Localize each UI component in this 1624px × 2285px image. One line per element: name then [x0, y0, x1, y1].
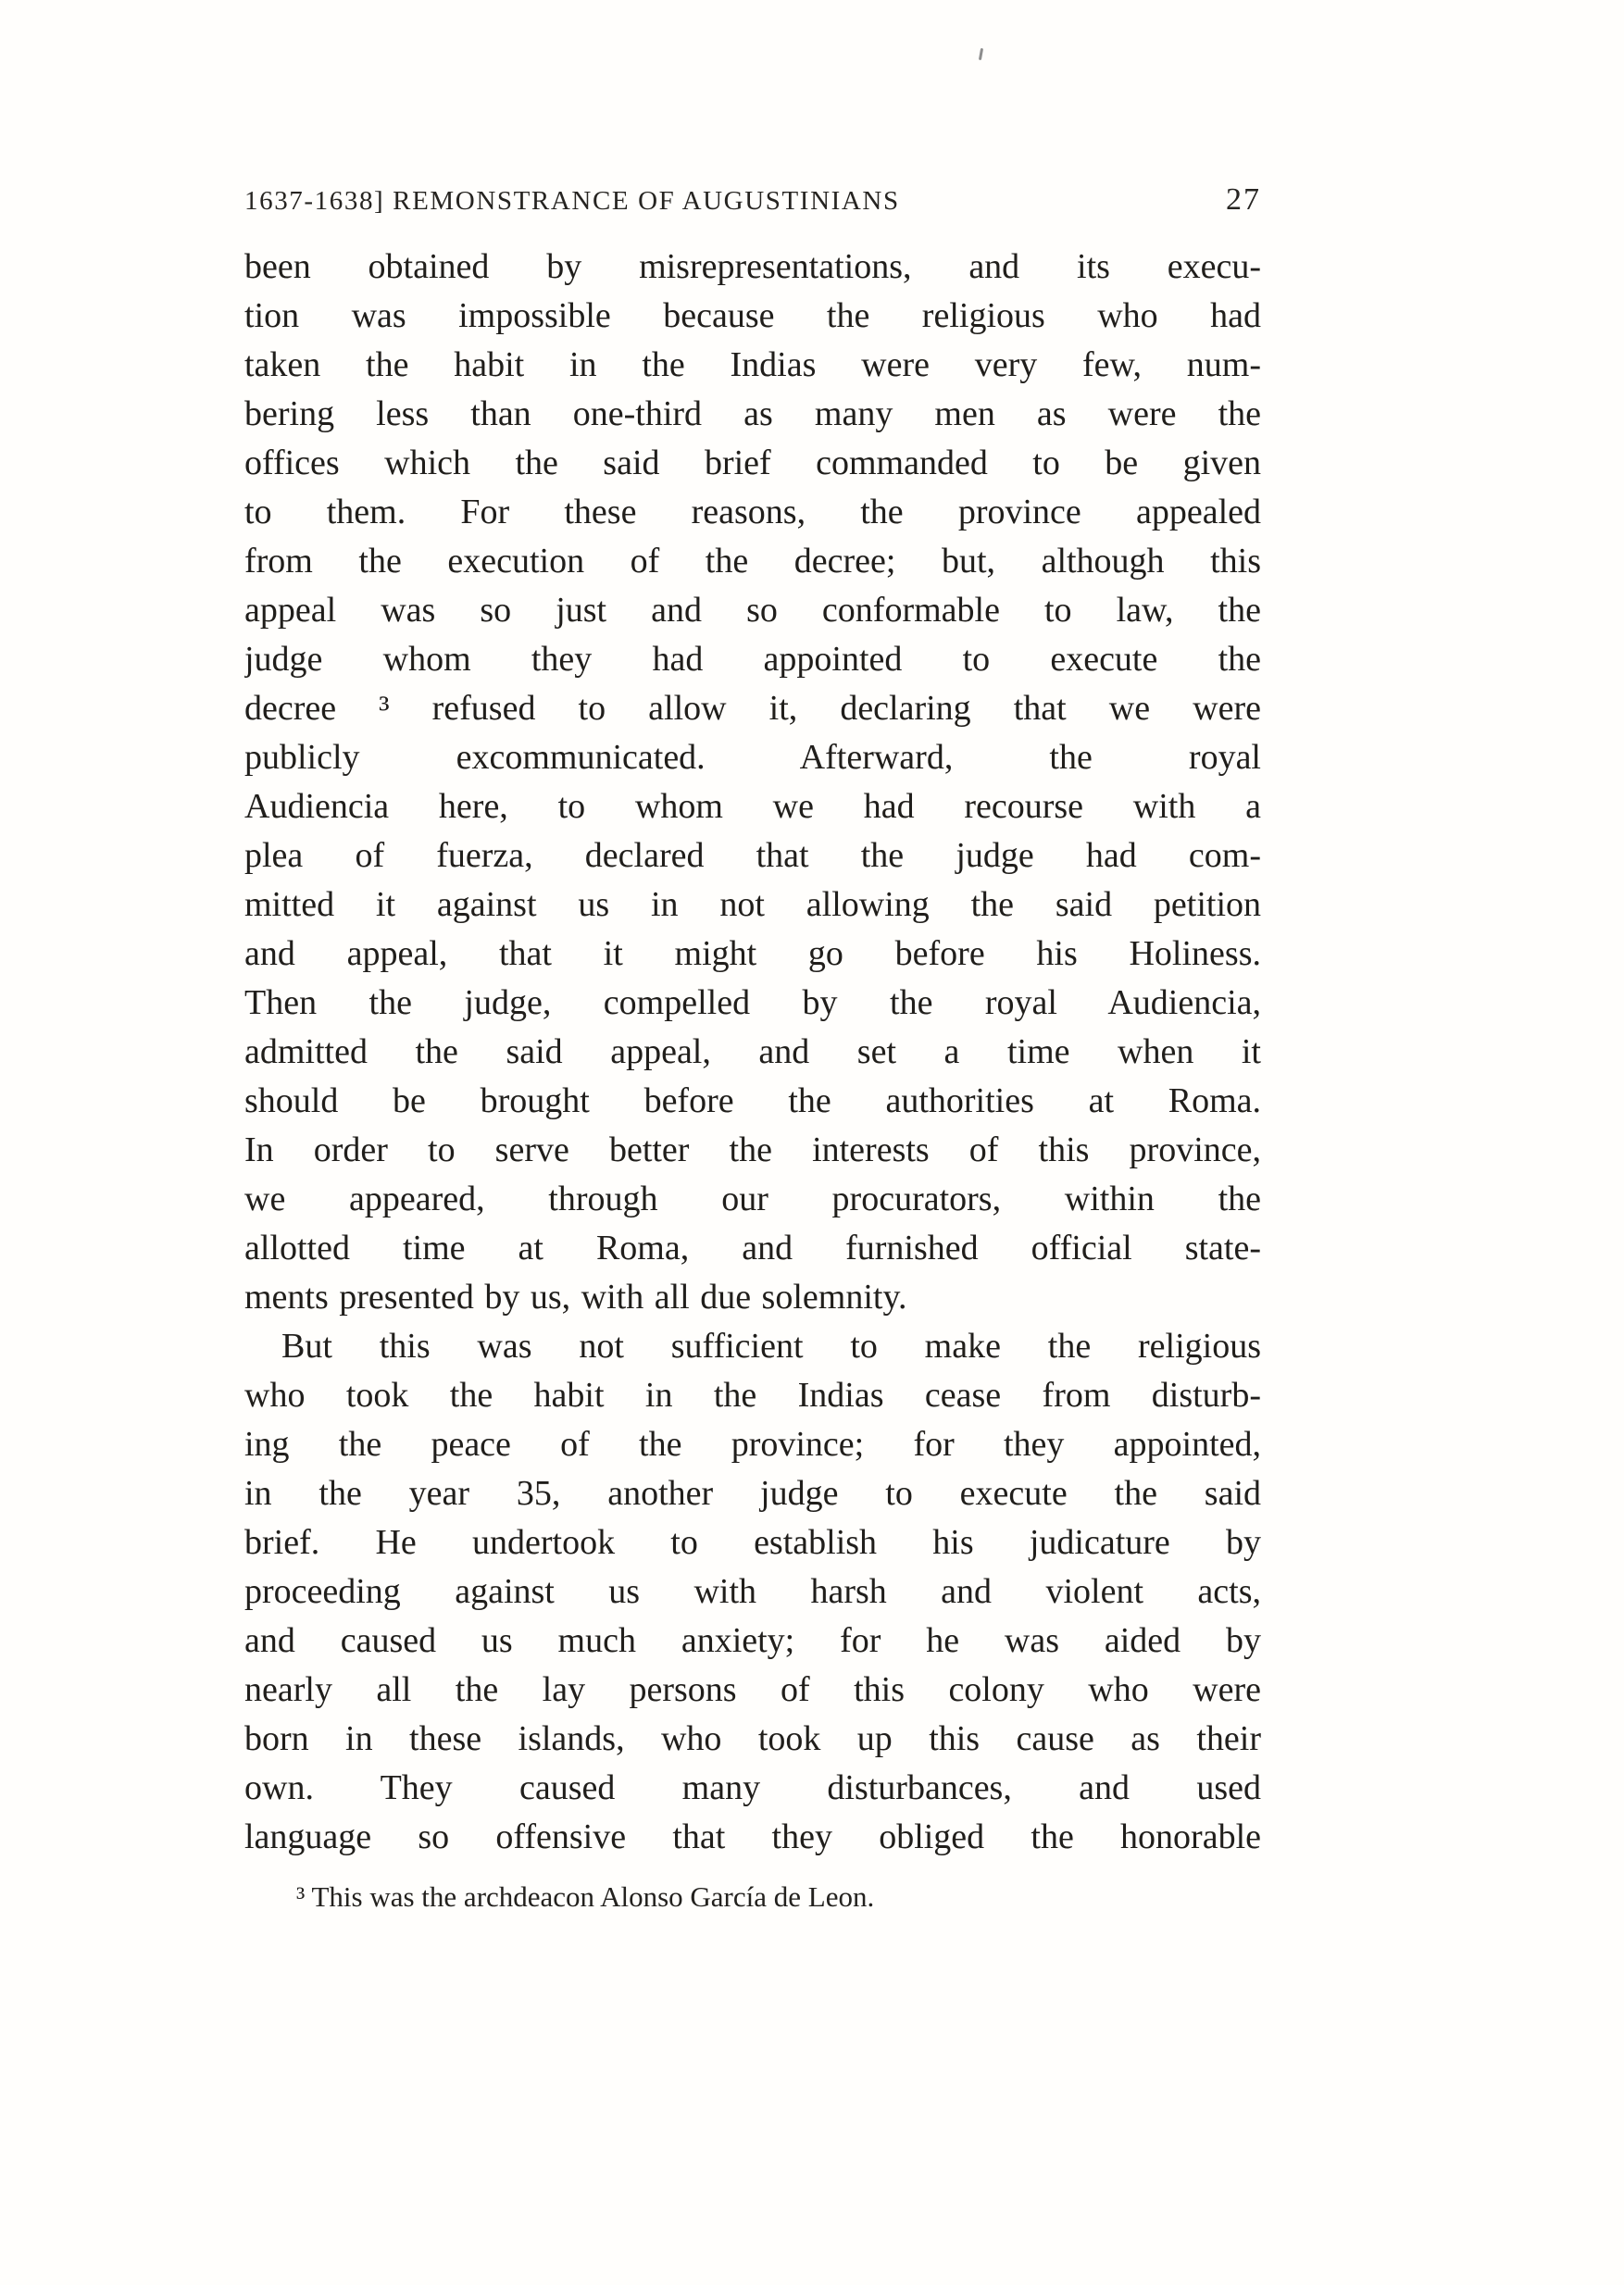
text-line: language so offensive that they obliged the honorable	[244, 1817, 1261, 1856]
text-line: we appeared, through our procurators, within the	[244, 1180, 1261, 1218]
text-line: in the year 35, another judge to execute the said	[244, 1474, 1261, 1513]
text-line: tion was impossible because the religious who had	[244, 296, 1261, 335]
text-line: plea of fuerza, declared that the judge had com-	[244, 836, 1261, 875]
text-line: born in these islands, who took up this cause as their	[244, 1719, 1261, 1758]
paragraph-1	[244, 243, 1261, 1322]
text-line: offices which the said brief commanded to be given	[244, 443, 1261, 482]
text-line: appeal was so just and so conformable to law, the	[244, 591, 1261, 630]
text-line: nearly all the lay persons of this colony who were	[244, 1670, 1261, 1709]
text-line: publicly excommunicated. Afterward, the royal	[244, 738, 1261, 777]
text-line: ments presented by us, with all due solemnity.	[244, 1278, 907, 1317]
text-line: brief. He undertook to establish his judicature by	[244, 1523, 1261, 1562]
text-line: and caused us much anxiety; for he was aided by	[244, 1621, 1261, 1660]
text-line: mitted it against us in not allowing the said petition	[244, 885, 1261, 924]
text-line: from the execution of the decree; but, although this	[244, 542, 1261, 581]
footnote: ³ This was the archdeacon Alonso García de Leon.	[296, 1880, 875, 1913]
running-head-title: 1637-1638] REMONSTRANCE OF AUGUSTINIANS	[244, 186, 900, 216]
text-line: and appeal, that it might go before his Holiness.	[244, 934, 1261, 973]
text-line: Then the judge, compelled by the royal Audiencia,	[244, 983, 1261, 1022]
text-line: who took the habit in the Indias cease from disturb-	[244, 1376, 1261, 1415]
text-line: decree ³ refused to allow it, declaring that we were	[244, 689, 1261, 728]
text-line: In order to serve better the interests of this province,	[244, 1130, 1261, 1169]
text-line: admitted the said appeal, and set a time when it	[244, 1032, 1261, 1071]
text-line: ing the peace of the province; for they appointed,	[244, 1425, 1261, 1464]
text-line: should be brought before the authorities at Roma.	[244, 1081, 1261, 1120]
text-line: judge whom they had appointed to execute the	[244, 640, 1261, 679]
text-line: proceeding against us with harsh and violent acts,	[244, 1572, 1261, 1611]
page-number: 27	[1226, 182, 1261, 217]
text-line: allotted time at Roma, and furnished official state-	[244, 1229, 1261, 1267]
page-body	[244, 243, 1261, 1862]
text-line: Audiencia here, to whom we had recourse with a	[244, 787, 1261, 826]
text-line: bering less than one-third as many men as were the	[244, 394, 1261, 433]
text-line: But this was not sufficient to make the religious	[281, 1327, 1261, 1366]
paragraph-2	[244, 1322, 1261, 1862]
text-line: taken the habit in the Indias were very few, num-	[244, 345, 1261, 384]
text-line: to them. For these reasons, the province appealed	[244, 493, 1261, 531]
scan-artifact-mark	[979, 48, 983, 60]
text-column	[244, 181, 1261, 1916]
text-line: been obtained by misrepresentations, and its execu-	[244, 247, 1261, 286]
running-head	[244, 181, 1261, 219]
text-line: own. They caused many disturbances, and used	[244, 1768, 1261, 1807]
